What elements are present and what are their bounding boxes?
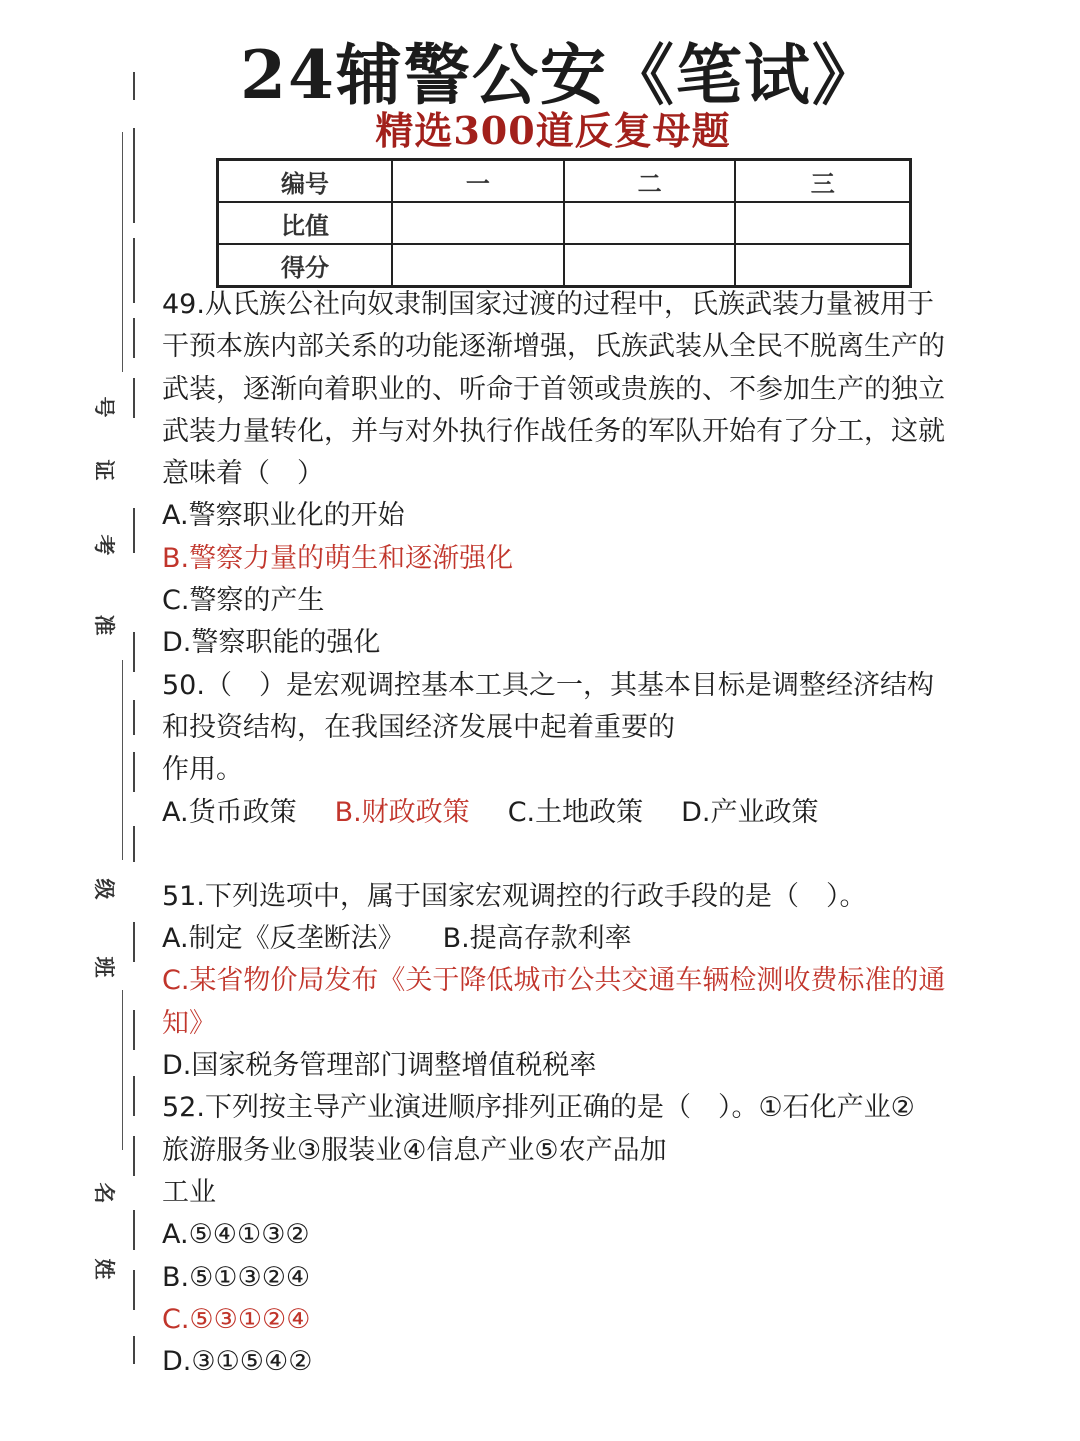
binding-line-segment: [133, 826, 135, 862]
page-subtitle: 精选300道反复母题: [375, 108, 731, 153]
side-label-hao: 号: [92, 396, 117, 418]
question-50: [162, 665, 1042, 876]
table-cell[interactable]: [392, 202, 564, 244]
table-header-cell: 编号: [218, 160, 393, 203]
side-label-kao: 考: [92, 534, 117, 556]
question-stem-line: 作用。: [162, 754, 243, 786]
side-label-xing: 姓: [92, 1258, 117, 1280]
binding-line-segment: [133, 1210, 135, 1250]
binding-field-line: [122, 660, 123, 860]
binding-line-segment: [133, 752, 135, 792]
question-stem-line: 和投资结构，在我国经济发展中起着重要的: [162, 711, 675, 743]
binding-line-segment: [133, 238, 135, 303]
question-stem-line: 50.（ ）是宏观调控基本工具之一，其基本目标是调整经济结构: [162, 669, 934, 701]
question-stem-line: 意味着（ ）: [162, 458, 324, 490]
spacer: [162, 834, 1042, 876]
table-header-cell: 一: [392, 160, 564, 203]
option-b-answer: B.警察力量的萌生和逐渐强化: [162, 542, 514, 574]
question-49: [162, 284, 1042, 665]
question-stem-line: 52.下列按主导产业演进顺序排列正确的是（ ）。①石化产业②: [162, 1092, 915, 1124]
option-a: A.制定《反垄断法》: [162, 923, 405, 955]
option-c: C.土地政策: [507, 796, 644, 828]
option-a: A.货币政策: [162, 796, 297, 828]
binding-line-segment: [133, 632, 135, 672]
option-c: C.警察的产生: [162, 585, 325, 617]
side-label-ban: 班: [92, 956, 117, 978]
option-d: D.产业政策: [681, 796, 819, 828]
table-row: [218, 202, 911, 244]
binding-line-segment: [133, 318, 135, 358]
option-d: D.警察职能的强化: [162, 627, 381, 659]
side-label-ming: 名: [92, 1182, 117, 1204]
binding-line-segment: [133, 922, 135, 962]
option-a: A.警察职业化的开始: [162, 500, 405, 532]
options-row: [162, 918, 1042, 960]
side-label-zhun: 准: [92, 614, 117, 636]
table-row-label: 得分: [218, 244, 393, 287]
question-stem-line: 工业: [162, 1176, 216, 1208]
question-stem-line: 49.从氏族公社向奴隶制国家过渡的过程中，氏族武装力量被用于: [162, 289, 934, 320]
binding-line-segment: [133, 700, 135, 735]
options-row: [162, 792, 1042, 834]
table-header-cell: 二: [564, 160, 736, 203]
table-cell[interactable]: [735, 202, 910, 244]
option-d: D.③①⑤④②: [162, 1346, 313, 1378]
question-stem-line: 51.下列选项中，属于国家宏观调控的行政手段的是（ ）。: [162, 880, 867, 912]
binding-line-segment: [133, 378, 135, 418]
binding-line-segment: [133, 1010, 135, 1050]
binding-field-line: [122, 990, 123, 1150]
table-row-label: 比值: [218, 202, 393, 244]
question-51: [162, 876, 1042, 1087]
score-table: [216, 158, 912, 288]
question-stem-line: 干预本族内部关系的功能逐渐增强，氏族武装从全民不脱离生产的: [162, 331, 945, 363]
option-b-answer: B.财政政策: [334, 796, 470, 828]
binding-line-segment: [133, 1136, 135, 1176]
question-stem-line: 武装，逐渐向着职业的、听命于首领或贵族的、不参加生产的独立: [162, 373, 945, 405]
side-label-ji: 级: [92, 878, 117, 900]
binding-line-segment: [133, 1336, 135, 1364]
binding-field-line: [122, 132, 123, 372]
option-a: A.⑤④①③②: [162, 1219, 310, 1251]
table-cell[interactable]: [392, 244, 564, 287]
question-52: [162, 1087, 1042, 1383]
table-row: [218, 160, 911, 203]
binding-line-segment: [133, 72, 135, 100]
table-row: [218, 244, 911, 287]
question-stem-line: 旅游服务业③服装业④信息产业⑤农产品加: [162, 1134, 667, 1166]
question-list: [162, 284, 1042, 1383]
side-label-zheng: 证: [92, 459, 117, 481]
binding-line-segment: [133, 1270, 135, 1310]
table-header-cell: 三: [735, 160, 910, 203]
binding-line-segment: [133, 508, 135, 553]
option-c-answer-cont: 知》: [162, 1007, 216, 1039]
option-b: B.提高存款利率: [442, 923, 632, 955]
binding-line-segment: [133, 128, 135, 223]
option-c-answer: C.⑤③①②④: [162, 1303, 311, 1335]
binding-line-segment: [133, 1076, 135, 1116]
page-title: 24辅警公安《笔试》: [240, 36, 880, 114]
table-cell[interactable]: [564, 244, 736, 287]
option-d: D.国家税务管理部门调整增值税税率: [162, 1050, 597, 1082]
option-b: B.⑤①③②④: [162, 1261, 311, 1293]
table-cell[interactable]: [564, 202, 736, 244]
option-c-answer: C.某省物价局发布《关于降低城市公共交通车辆检测收费标准的通: [162, 965, 946, 997]
table-cell[interactable]: [735, 244, 910, 287]
question-stem-line: 武装力量转化，并与对外执行作战任务的军队开始有了分工，这就: [162, 415, 945, 447]
